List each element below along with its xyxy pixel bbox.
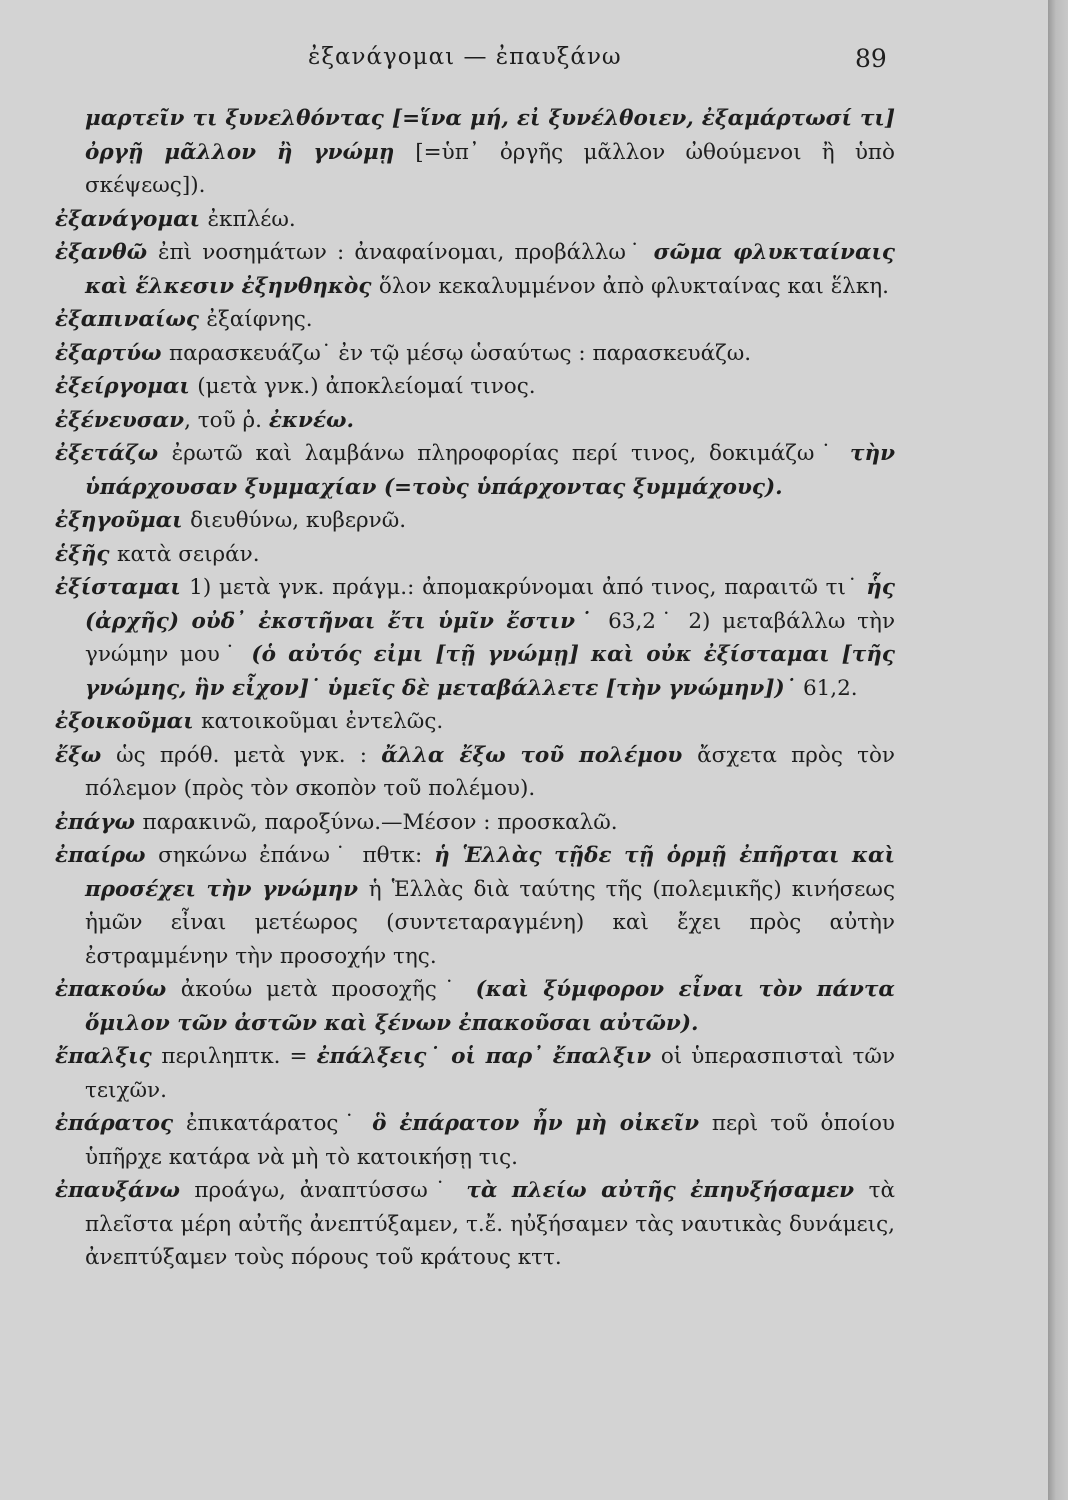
dictionary-entry: [55, 739, 895, 806]
quotation: μαρτεῖν τι ξυνελθόντας [=ἵνα μή, εἰ ξυνέλθοιεν, ἐξαμάρτωσί τι] ὀργῇ μᾶλλον ἢ γνώμῃ: [85, 106, 895, 165]
definition-text: ἐξαίφνης.: [206, 307, 313, 332]
definition-text: 61,2.: [802, 675, 858, 701]
dictionary-entry: [55, 1040, 895, 1107]
dictionary-entry: [55, 102, 895, 203]
dictionary-entry: [55, 1107, 895, 1174]
quotation: ἡ Ἑλλὰς τῇδε τῇ ὁρμῇ ἐπῆρται καὶ προσέχει τὴν γνώμην: [85, 843, 895, 902]
headword: ἐξετάζω: [55, 441, 172, 466]
definition-text: προάγω, ἀναπτύσσω˙: [194, 1178, 467, 1203]
definition-text: σηκώνω ἐπάνω˙ πθτκ:: [158, 843, 435, 868]
definition-text: (μετὰ γνκ.) ἀποκλείομαί τινος.: [197, 374, 536, 399]
headword: ἐξανθῶ: [55, 240, 158, 265]
dictionary-entry: [55, 839, 895, 973]
quotation: (ὁ αὐτός εἰμι [τῇ γνώμῃ] καὶ οὐκ ἐξίσταμαι [τῆς γνώμης, ἣν εἶχον]˙ ὑμεῖς δὲ μεταβάλλετε [τὴν γνώμην])˙: [85, 642, 895, 701]
definition-text: κατὰ σειράν.: [117, 541, 260, 567]
dictionary-entry: [55, 1174, 895, 1275]
definition-text: ἡ Ἑλλὰς διὰ ταύτης τῆς (πολεμικῆς) κινήσεως ἡμῶν εἶναι μετέωρος (συντεταραγμένη) καὶ ἔχει πρὸς αὐτὴν ἐστραμμένην τὴν προσοχήν της.: [85, 876, 895, 969]
page-edge: [1048, 0, 1068, 1500]
definition-text: , τοῦ ῥ.: [184, 407, 269, 433]
definition-text: περιληπτκ. =: [161, 1044, 317, 1069]
headword: ἐξίσταμαι: [55, 575, 190, 600]
definition-text: περὶ τοῦ ὁποίου ὑπῆρχε κατάρα νὰ μὴ τὸ κατοικήσῃ τις.: [85, 1111, 895, 1170]
quotation: τὰ πλείω αὐτῆς ἐπηυξήσαμεν: [466, 1178, 869, 1203]
definition-text: κατοικοῦμαι ἐντελῶς.: [201, 709, 444, 734]
headword: ἐξαρτύω: [55, 340, 169, 366]
quotation: σῶμα φλυκταίναις καὶ ἕλκεσιν ἐξηνθηκὸς: [85, 240, 895, 299]
definition-text: διευθύνω, κυβερνῶ.: [190, 508, 407, 533]
definition-text: ὡς πρόθ. μετὰ γνκ. :: [116, 742, 382, 768]
headword: ἔπαλξις: [55, 1044, 162, 1069]
definition-text: τὰ πλεῖστα μέρη αὐτῆς ἀνεπτύξαμεν, τ.ἔ. ηὐξήσαμεν τὰς ναυτικὰς δυνάμεις, ἀνεπτύξαμεν τοὺς πόρους τοῦ κράτους κττ.: [85, 1178, 895, 1270]
headword: ἐξείργομαι: [55, 374, 198, 399]
definition-text: [=ὑπ᾽ ὀργῆς μᾶλλον ὠθούμενοι ἢ ὑπὸ σκέψεως]).: [85, 139, 895, 198]
dictionary-entry: [55, 973, 895, 1040]
headword: ἐπάρατος: [55, 1111, 186, 1136]
definition-text: ἐπὶ νοσημάτων : ἀναφαίνομαι, προβάλλω˙: [157, 240, 654, 265]
headword: ἐξηγοῦμαι: [55, 508, 191, 533]
quotation: ἐκνέω.: [268, 407, 354, 433]
dictionary-entry: [55, 203, 895, 237]
headword: ἐπακούω: [55, 977, 181, 1002]
definition-text: παρακινῶ, παροξύνω.—Μέσον : προσκαλῶ.: [142, 809, 618, 835]
page-number: 89: [855, 44, 887, 73]
headword: ἐπαυξάνω: [55, 1178, 195, 1203]
quotation: τὴν ὑπάρχουσαν ξυμμαχίαν (=τοὺς ὑπάρχοντας ξυμμάχους).: [85, 441, 895, 500]
dictionary-entry: [55, 504, 895, 538]
definition-text: ἀκούω μετὰ προσοχῆς˙: [180, 977, 476, 1002]
headword: ἐξοικοῦμαι: [55, 709, 202, 734]
dictionary-entry: [55, 404, 895, 438]
quotation: ἄλλα ἔξω τοῦ πολέμου: [381, 742, 698, 768]
definition-text: οἱ ὑπερασπισταὶ τῶν τειχῶν.: [85, 1044, 896, 1103]
dictionary-entry: [55, 538, 895, 572]
dictionary-entry: [55, 437, 895, 504]
headword: ἔξω: [55, 742, 117, 768]
headword: ἐπαίρω: [55, 843, 159, 868]
quotation: (καὶ ξύμφορον εἶναι τὸν πάντα ὅμιλον τῶν ἀστῶν καὶ ξένων ἐπακοῦσαι αὐτῶν).: [85, 977, 895, 1036]
definition-text: ἐκπλέω.: [207, 206, 296, 232]
headword: ἐξαπιναίως: [55, 307, 207, 332]
page-header: [0, 44, 1048, 80]
dictionary-entry: [55, 236, 895, 303]
dictionary-entry: [55, 337, 895, 371]
headword: ἐξανάγομαι: [55, 206, 208, 232]
definition-text: 1) μετὰ γνκ. πράγμ.: ἀπομακρύνομαι ἀπό τινος, παραιτῶ τι˙: [189, 575, 867, 600]
dictionary-entry: [55, 303, 895, 337]
dictionary-entry: [55, 705, 895, 739]
dictionary-entries: [55, 102, 895, 1275]
quotation: ἐπάλξεις˙ οἱ παρ᾽ ἔπαλξιν: [316, 1044, 661, 1069]
quotation: ὃ ἐπάρατον ἦν μὴ οἰκεῖν: [372, 1111, 712, 1136]
dictionary-entry: [55, 370, 895, 404]
definition-text: ἐπικατάρατος˙: [185, 1111, 373, 1136]
dictionary-entry: [55, 806, 895, 840]
headword: ἐξένευσαν: [55, 407, 185, 433]
headword: ἐπάγω: [55, 809, 143, 835]
definition-text: ἐρωτῶ καὶ λαμβάνω πληροφορίας περί τινος, δοκιμάζω˙: [171, 441, 850, 466]
definition-text: 63,2˙ 2) μεταβάλλω τὴν γνώμην μου˙: [85, 608, 896, 667]
headword: ἑξῆς: [55, 541, 118, 567]
definition-text: παρασκευάζω˙ ἐν τῷ μέσῳ ὡσαύτως : παρασκευάζω.: [169, 340, 752, 366]
definition-text: ἄσχετα πρὸς τὸν πόλεμον (πρὸς τὸν σκοπὸν τοῦ πολέμου).: [85, 742, 895, 801]
running-head: ἐξανάγομαι — ἐπαυξάνω: [308, 44, 622, 70]
quotation: ἧς (ἀρχῆς) οὐδ᾽ ἐκστῆναι ἔτι ὑμῖν ἔστιν˙: [85, 575, 895, 634]
definition-text: ὅλον κεκαλυμμένον ἀπὸ φλυκταίνας και ἕλκη.: [378, 273, 890, 299]
dictionary-entry: [55, 571, 895, 705]
